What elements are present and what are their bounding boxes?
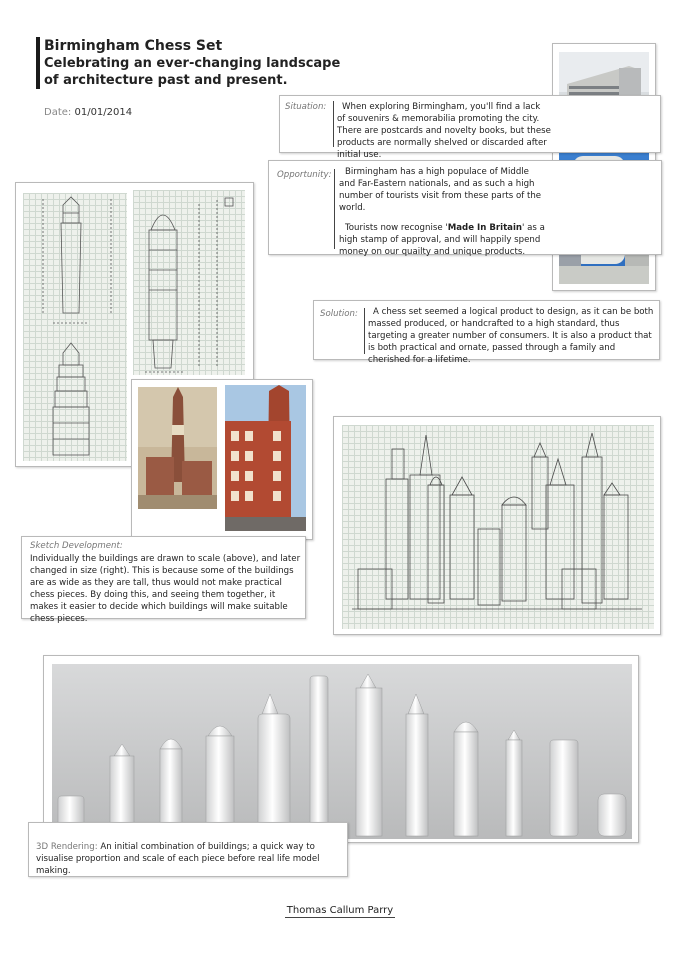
solution-box	[313, 300, 660, 365]
situation-text: When exploring Birmingham, you'll find a lack of souvenirs & memorabilia promoting the city. There are postcards and novelty books, but these products are normally shelved or discarded after initial use.	[337, 102, 551, 160]
opportunity-label: Opportunity:	[277, 170, 332, 180]
skyline-sketch-sheet	[342, 425, 654, 629]
rendering-box	[28, 822, 348, 877]
date-label: Date:	[44, 107, 72, 118]
date-value: 01/01/2014	[74, 107, 133, 118]
solution-label: Solution:	[320, 309, 358, 319]
photo-terracotta-building	[225, 385, 306, 531]
sketch-development-label: Sketch Development:	[30, 541, 123, 551]
date-line	[44, 107, 132, 118]
rendering-text	[36, 841, 342, 877]
opportunity-box	[268, 160, 662, 255]
chess-render-image	[52, 664, 632, 839]
opportunity-text-post: ' as a high stamp of approval, and will happily spend money on our quailty and unique products.	[339, 223, 545, 257]
solution-divider	[364, 308, 365, 354]
sketch-development-text: Individually the buildings are drawn to scale (above), and later changed in size (right). This is because some of the buildings are as wide as they are tall, thus would not make practical chess pieces. By doing this, and seeing them together, it makes it easier to decide which buildings will make suitable chess pieces.	[30, 554, 301, 624]
situation-divider	[333, 101, 334, 147]
author-name: Thomas Callum Parry	[286, 905, 394, 916]
title-accent-bar	[36, 37, 40, 89]
skyline-sketch-frame	[333, 416, 661, 635]
opportunity-text-bold: Made In Britain	[447, 223, 523, 233]
opportunity-paragraph-1: Birmingham has a high populace of Middle and Far-Eastern nationals, and as such a high number of tourists visit from these parts of the world.	[339, 167, 542, 213]
rendering-label: 3D Rendering:	[36, 842, 98, 852]
opportunity-paragraph-2	[339, 222, 545, 258]
render-frame	[43, 655, 639, 843]
situation-label: Situation:	[285, 102, 327, 112]
page-title: Birmingham Chess Set	[44, 38, 223, 54]
opportunity-divider	[334, 169, 335, 249]
sketch-development-box	[21, 536, 306, 624]
situation-box	[279, 95, 661, 160]
footer-author	[0, 905, 680, 916]
rendering-body: An initial combination of buildings; a quick way to visualise proportion and scale of each piece before real life model making.	[36, 842, 320, 876]
sketch-sheet-1	[23, 193, 127, 461]
opportunity-text-pre: Tourists now recognise '	[345, 223, 448, 233]
page-subtitle: Celebrating an ever-changing landscape of architecture past and present.	[44, 56, 341, 88]
historic-photos-frame	[131, 379, 313, 540]
solution-text: A chess set seemed a logical product to design, as it can be both massed produced, or handcrafted to a high standard, thus targeting a greater number of consumers. It is also a product that is both practical and ornate, passed through a family and cherished for a lifetime.	[368, 307, 654, 365]
opportunity-text	[339, 166, 545, 258]
sketch-sheet-2	[133, 190, 245, 375]
photo-clock-tower	[138, 387, 217, 509]
